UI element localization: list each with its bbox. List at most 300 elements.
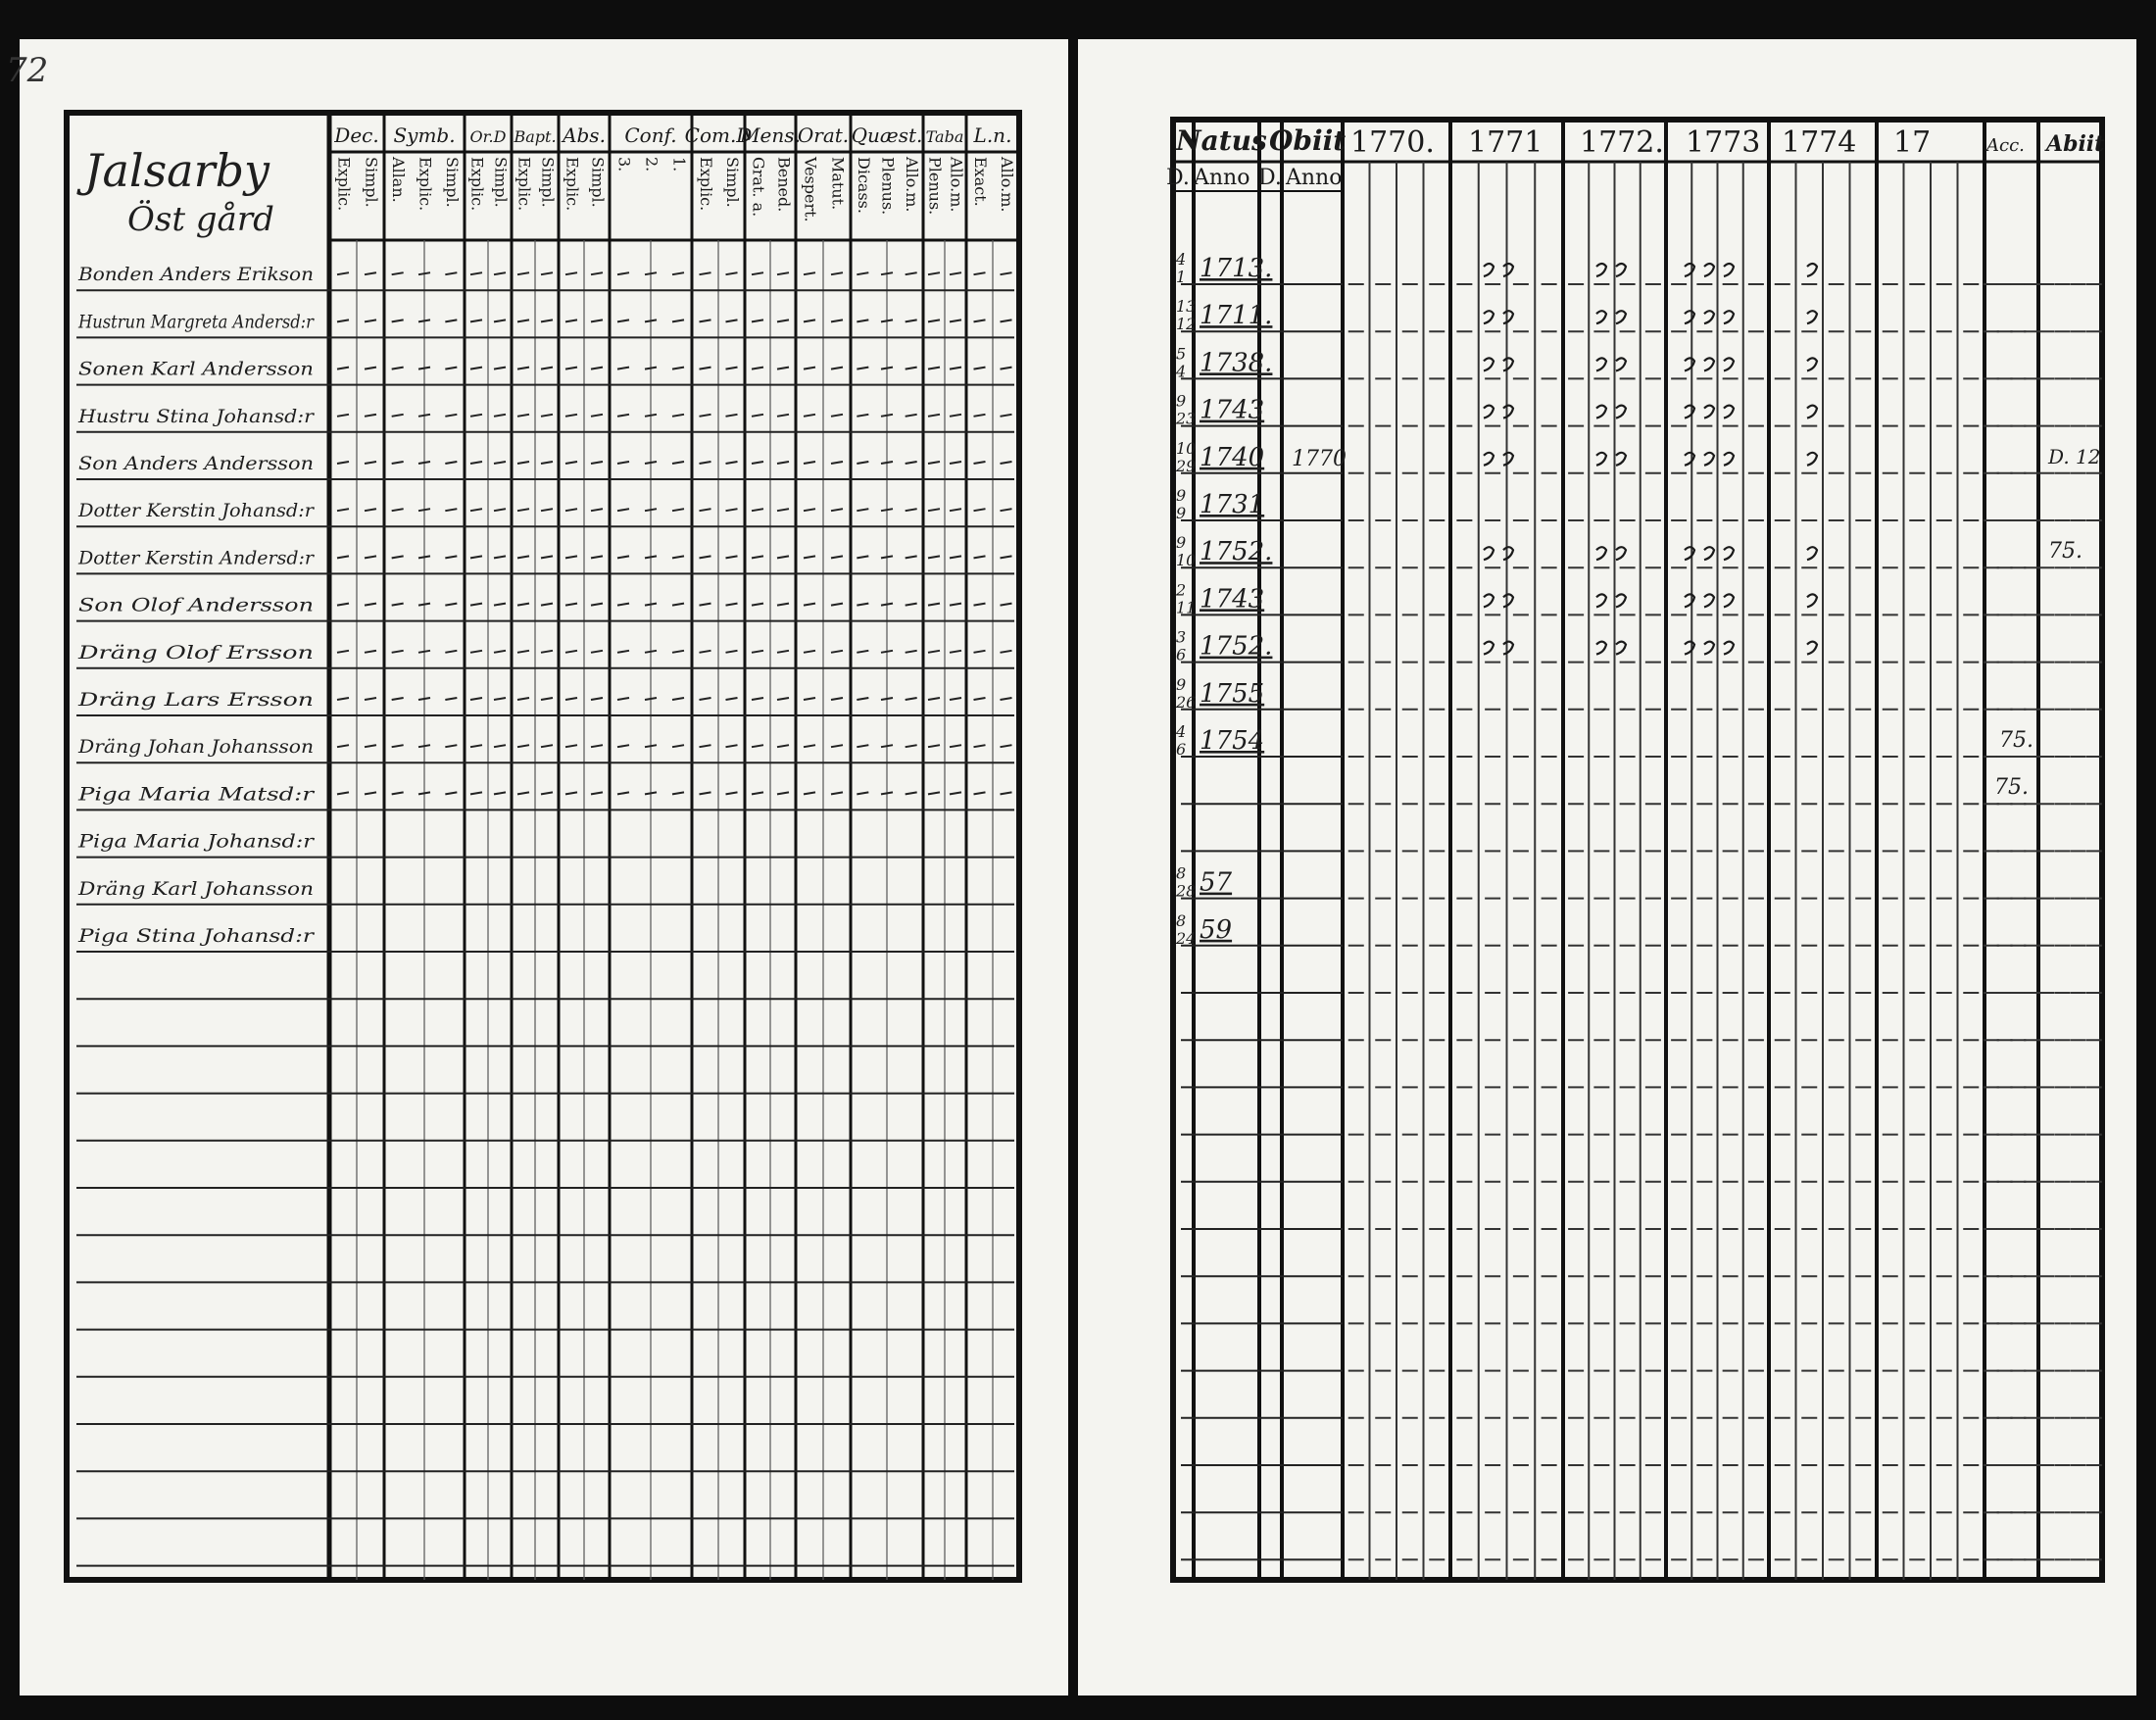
birth-month: 28 <box>1176 881 1197 901</box>
tick-mark <box>777 462 789 464</box>
pen-mark <box>1704 358 1714 370</box>
birth-day: 9 <box>1176 533 1187 553</box>
tick-mark <box>726 792 738 794</box>
pen-mark <box>1704 642 1714 655</box>
pen-mark <box>1484 358 1494 370</box>
left-subheader: Simpl. <box>491 157 511 208</box>
tick-mark <box>541 556 553 558</box>
tick-mark <box>517 651 529 653</box>
left-subheader: Explic. <box>563 157 582 212</box>
birth-day: 2 <box>1176 580 1187 600</box>
year-1770-header: 1770. <box>1350 125 1435 160</box>
tick-mark <box>392 698 404 700</box>
page-number: 72 <box>6 51 49 90</box>
birth-year: 1754 <box>1200 726 1265 756</box>
pen-mark <box>1616 358 1626 370</box>
tick-mark <box>804 319 815 321</box>
tick-mark <box>617 272 629 274</box>
tick-mark <box>470 319 482 321</box>
tick-mark <box>617 604 629 606</box>
pen-mark <box>1704 547 1714 560</box>
tick-mark <box>337 556 349 558</box>
tick-mark <box>445 272 457 274</box>
pen-mark <box>1685 453 1694 466</box>
tick-mark <box>445 509 457 511</box>
person-name: Dräng Karl Johansson <box>76 877 314 900</box>
tick-mark <box>974 556 986 558</box>
tick-mark <box>445 319 457 321</box>
tick-mark <box>974 698 986 700</box>
left-column-header: Orat. <box>797 123 850 147</box>
tick-mark <box>700 272 711 274</box>
tick-mark <box>974 792 986 794</box>
tick-mark <box>928 556 940 558</box>
tick-mark <box>881 509 893 511</box>
tick-mark <box>418 509 430 511</box>
tick-mark <box>645 604 657 606</box>
tick-mark <box>541 698 553 700</box>
pen-mark <box>1503 594 1513 607</box>
tick-mark <box>470 509 482 511</box>
birth-month: 10 <box>1176 551 1197 570</box>
tick-mark <box>645 509 657 511</box>
tick-mark <box>857 556 868 558</box>
pen-mark <box>1596 264 1606 276</box>
tick-mark <box>337 651 349 653</box>
pen-mark <box>1724 406 1734 418</box>
tick-mark <box>541 272 553 274</box>
right-side-notes <box>1994 445 2101 800</box>
right-column-rules <box>1173 120 2105 1580</box>
accessit-note: 75. <box>2048 539 2082 565</box>
tick-mark <box>974 272 986 274</box>
left-subheader: 2. <box>642 157 662 172</box>
birth-month: 26 <box>1176 692 1197 712</box>
birth-month: 1 <box>1176 268 1187 286</box>
tick-mark <box>974 509 986 511</box>
tick-mark <box>470 745 482 747</box>
tick-mark <box>392 651 404 653</box>
tick-mark <box>928 415 940 417</box>
birth-month: 6 <box>1176 645 1187 664</box>
tick-mark <box>672 745 684 747</box>
tick-mark <box>906 604 917 606</box>
tick-mark <box>777 792 789 794</box>
tick-mark <box>700 604 711 606</box>
tick-mark <box>726 604 738 606</box>
tick-mark <box>645 651 657 653</box>
tick-mark <box>517 745 529 747</box>
tick-mark <box>672 698 684 700</box>
pen-mark <box>1484 264 1494 276</box>
pen-mark <box>1724 594 1734 607</box>
tick-mark <box>337 462 349 464</box>
tick-mark <box>445 556 457 558</box>
tick-mark <box>726 745 738 747</box>
tick-mark <box>337 415 349 417</box>
tick-mark <box>906 651 917 653</box>
person-name: Dräng Lars Ersson <box>76 689 315 711</box>
birth-day: 5 <box>1176 344 1187 364</box>
year-1771-header: 1771 <box>1468 125 1544 160</box>
pen-mark <box>1616 311 1626 323</box>
birth-day: 8 <box>1176 910 1187 930</box>
birth-day: 8 <box>1176 863 1187 883</box>
tick-mark <box>418 556 430 558</box>
year-1773-header: 1773 <box>1686 125 1761 160</box>
tick-mark <box>445 745 457 747</box>
pen-mark <box>1503 264 1513 276</box>
tick-mark <box>672 368 684 369</box>
pen-mark <box>1724 358 1734 370</box>
tick-mark <box>470 272 482 274</box>
pen-mark <box>1596 547 1606 560</box>
tick-mark <box>392 509 404 511</box>
left-row-rules <box>76 240 1014 1580</box>
tick-mark <box>831 319 843 321</box>
tick-mark <box>906 556 917 558</box>
birth-day: 9 <box>1176 486 1187 505</box>
pen-mark <box>1807 453 1817 466</box>
tick-mark <box>645 272 657 274</box>
birth-year: 1743 <box>1200 395 1265 425</box>
tick-mark <box>392 462 404 464</box>
year-1774-header: 1774 <box>1782 125 1857 160</box>
tick-mark <box>418 319 430 321</box>
pen-mark <box>1596 311 1606 323</box>
tick-mark <box>950 604 961 606</box>
left-subheader: Vespert. <box>801 157 820 222</box>
tick-mark <box>804 604 815 606</box>
tick-mark <box>565 792 577 794</box>
tick-mark <box>831 792 843 794</box>
tick-mark <box>517 698 529 700</box>
tick-mark <box>591 462 603 464</box>
birth-year: 57 <box>1200 867 1233 898</box>
birth-year: 1755 <box>1200 678 1265 709</box>
tick-mark <box>857 651 868 653</box>
left-subheader: Simpl. <box>538 157 558 208</box>
tick-mark <box>672 319 684 321</box>
tick-mark <box>857 415 868 417</box>
tick-mark <box>617 462 629 464</box>
tick-mark <box>726 509 738 511</box>
person-name: Piga Stina Johansd:r <box>76 925 317 947</box>
tick-mark <box>565 272 577 274</box>
person-name: Hustru Stina Johansd:r <box>76 405 317 427</box>
pen-mark <box>1724 311 1734 323</box>
tick-mark <box>541 319 553 321</box>
left-column-header: Or.D <box>469 127 507 146</box>
tick-mark <box>445 698 457 700</box>
tick-mark <box>950 792 961 794</box>
tick-mark <box>928 745 940 747</box>
tick-mark <box>950 745 961 747</box>
tick-mark <box>365 651 376 653</box>
tick-mark <box>700 368 711 369</box>
pen-mark <box>1484 311 1494 323</box>
person-name: Dräng Olof Ersson <box>76 641 315 663</box>
tick-mark <box>591 745 603 747</box>
tick-mark <box>1001 462 1012 464</box>
tick-mark <box>494 462 506 464</box>
tick-mark <box>700 745 711 747</box>
birth-day: 13 <box>1176 297 1197 317</box>
tick-mark <box>881 745 893 747</box>
pen-mark <box>1616 264 1626 276</box>
pen-mark <box>1807 406 1817 418</box>
pen-mark <box>1503 406 1513 418</box>
tick-mark <box>777 368 789 369</box>
tick-mark <box>672 556 684 558</box>
tick-mark <box>777 698 789 700</box>
tick-mark <box>881 415 893 417</box>
natus-header: Natus <box>1176 124 1267 157</box>
tick-mark <box>365 509 376 511</box>
person-name: Hustrun Margreta Andersd:r <box>77 311 316 333</box>
tick-mark <box>591 272 603 274</box>
left-column-header: Dec. <box>334 123 379 147</box>
tick-mark <box>752 319 763 321</box>
tick-mark <box>777 272 789 274</box>
tick-mark <box>565 651 577 653</box>
tick-mark <box>906 792 917 794</box>
birth-year: 1713. <box>1200 254 1273 283</box>
tick-mark <box>857 319 868 321</box>
tick-mark <box>857 604 868 606</box>
natus-year-header: Anno <box>1194 166 1250 190</box>
birth-year: 59 <box>1200 914 1233 945</box>
tick-mark <box>517 415 529 417</box>
abiit-header: Abiit <box>2046 131 2105 157</box>
person-name: Piga Maria Johansd:r <box>76 830 317 853</box>
left-column-header: Taba <box>925 127 964 146</box>
birth-month: 4 <box>1176 362 1187 381</box>
year-1772-header: 1772. <box>1580 125 1664 160</box>
tick-mark <box>881 698 893 700</box>
tick-mark <box>392 604 404 606</box>
birth-month: 29 <box>1176 456 1197 475</box>
tick-mark <box>752 745 763 747</box>
tick-mark <box>565 368 577 369</box>
tick-mark <box>494 792 506 794</box>
tick-mark <box>906 698 917 700</box>
tick-mark <box>1001 368 1012 369</box>
tick-mark <box>470 556 482 558</box>
accessit-note: 75. <box>1999 728 2034 753</box>
tick-mark <box>857 745 868 747</box>
tick-mark <box>418 462 430 464</box>
tick-mark <box>541 792 553 794</box>
tick-mark <box>777 604 789 606</box>
tick-mark <box>906 462 917 464</box>
pen-mark <box>1503 358 1513 370</box>
tick-mark <box>337 368 349 369</box>
birth-month: 23 <box>1176 409 1197 428</box>
tick-mark <box>494 745 506 747</box>
tick-mark <box>418 368 430 369</box>
tick-mark <box>392 745 404 747</box>
left-column-header: Symb. <box>393 123 456 147</box>
tick-mark <box>950 698 961 700</box>
tick-mark <box>906 745 917 747</box>
pen-mark <box>1807 264 1817 276</box>
tick-mark <box>565 319 577 321</box>
tick-mark <box>906 509 917 511</box>
pen-mark <box>1503 453 1513 466</box>
pen-mark <box>1503 547 1513 560</box>
left-subheader: Allan. <box>389 157 409 203</box>
pen-mark <box>1685 547 1694 560</box>
tick-mark <box>365 556 376 558</box>
tick-mark <box>804 415 815 417</box>
tick-mark <box>418 415 430 417</box>
tick-mark <box>1001 272 1012 274</box>
tick-mark <box>857 368 868 369</box>
tick-mark <box>700 792 711 794</box>
left-subheader: 1. <box>669 157 689 172</box>
tick-mark <box>804 509 815 511</box>
tick-mark <box>726 368 738 369</box>
tick-mark <box>950 319 961 321</box>
pen-mark <box>1616 547 1626 560</box>
tick-mark <box>928 462 940 464</box>
left-column-header: Mens. <box>740 123 801 147</box>
tick-mark <box>881 272 893 274</box>
tick-mark <box>950 368 961 369</box>
birth-month: 24 <box>1176 928 1197 948</box>
tick-mark <box>974 415 986 417</box>
birth-day: 3 <box>1176 627 1187 647</box>
tick-mark <box>645 745 657 747</box>
pen-mark <box>1616 406 1626 418</box>
tick-mark <box>494 319 506 321</box>
tick-mark <box>392 556 404 558</box>
pen-mark <box>1596 453 1606 466</box>
birth-year: 1752. <box>1200 631 1273 662</box>
abiit-note: D. 12 <box>2048 444 2101 468</box>
tick-mark <box>565 556 577 558</box>
pen-mark <box>1616 453 1626 466</box>
tick-mark <box>752 368 763 369</box>
tick-mark <box>974 745 986 747</box>
left-subheader: Allo.m. <box>998 157 1016 213</box>
tick-mark <box>672 509 684 511</box>
tick-mark <box>777 319 789 321</box>
left-subheader: Allo.m. <box>903 157 922 213</box>
tick-mark <box>445 368 457 369</box>
accessit-note: 75. <box>1994 775 2029 801</box>
tick-mark <box>881 462 893 464</box>
tick-mark <box>928 604 940 606</box>
tick-mark <box>950 556 961 558</box>
tick-mark <box>365 698 376 700</box>
tick-mark <box>470 415 482 417</box>
tick-mark <box>494 698 506 700</box>
tick-mark <box>881 556 893 558</box>
left-subheader: Grat. a. <box>749 157 768 218</box>
tick-mark <box>831 698 843 700</box>
tick-mark <box>777 651 789 653</box>
tick-mark <box>950 651 961 653</box>
left-subheader: Simpl. <box>442 157 462 208</box>
tick-mark <box>645 368 657 369</box>
tick-mark <box>591 556 603 558</box>
left-column-headers <box>333 123 1016 222</box>
tick-mark <box>752 604 763 606</box>
pen-mark <box>1724 642 1734 655</box>
tick-mark <box>517 368 529 369</box>
tick-mark <box>617 415 629 417</box>
tick-mark <box>831 368 843 369</box>
tick-mark <box>517 272 529 274</box>
obiit-day-header: D. <box>1258 166 1282 190</box>
left-subheader: Plenus. <box>925 157 945 216</box>
accessit-header: Acc. <box>1986 135 2025 156</box>
tick-mark <box>804 745 815 747</box>
pen-mark <box>1685 406 1694 418</box>
birth-year: 1743 <box>1200 584 1265 614</box>
birth-year: 1731 <box>1200 490 1265 519</box>
left-name-list <box>77 264 317 947</box>
tick-mark <box>726 415 738 417</box>
tick-mark <box>470 651 482 653</box>
birth-year: 1740 <box>1200 442 1265 472</box>
tick-mark <box>617 509 629 511</box>
left-subheader: Explic. <box>334 157 354 212</box>
tick-mark <box>700 651 711 653</box>
tick-mark <box>617 556 629 558</box>
tick-mark <box>672 415 684 417</box>
birth-day: 4 <box>1176 722 1187 741</box>
tick-mark <box>950 462 961 464</box>
left-column-header: Abs. <box>563 123 606 147</box>
tick-mark <box>494 272 506 274</box>
pen-mark <box>1724 264 1734 276</box>
tick-mark <box>831 651 843 653</box>
pen-mark <box>1484 453 1494 466</box>
tick-mark <box>906 272 917 274</box>
tick-mark <box>974 319 986 321</box>
tick-mark <box>565 604 577 606</box>
right-table-frame <box>1173 120 2105 1580</box>
tick-mark <box>337 509 349 511</box>
tick-mark <box>1001 509 1012 511</box>
pen-mark <box>1484 594 1494 607</box>
tick-mark <box>831 272 843 274</box>
tick-mark <box>777 509 789 511</box>
tick-mark <box>726 556 738 558</box>
tick-mark <box>565 415 577 417</box>
tick-mark <box>974 604 986 606</box>
pen-mark <box>1807 547 1817 560</box>
tick-mark <box>906 368 917 369</box>
tick-mark <box>392 792 404 794</box>
tick-mark <box>672 272 684 274</box>
birth-day: 9 <box>1176 674 1187 694</box>
tick-mark <box>950 272 961 274</box>
tick-mark <box>365 604 376 606</box>
tick-mark <box>928 651 940 653</box>
tick-mark <box>752 792 763 794</box>
tick-mark <box>392 415 404 417</box>
pen-mark <box>1503 642 1513 655</box>
pen-mark <box>1685 358 1694 370</box>
tick-mark <box>445 604 457 606</box>
tick-mark <box>752 651 763 653</box>
person-name: Piga Maria Matsd:r <box>76 783 317 806</box>
pen-mark <box>1704 406 1714 418</box>
